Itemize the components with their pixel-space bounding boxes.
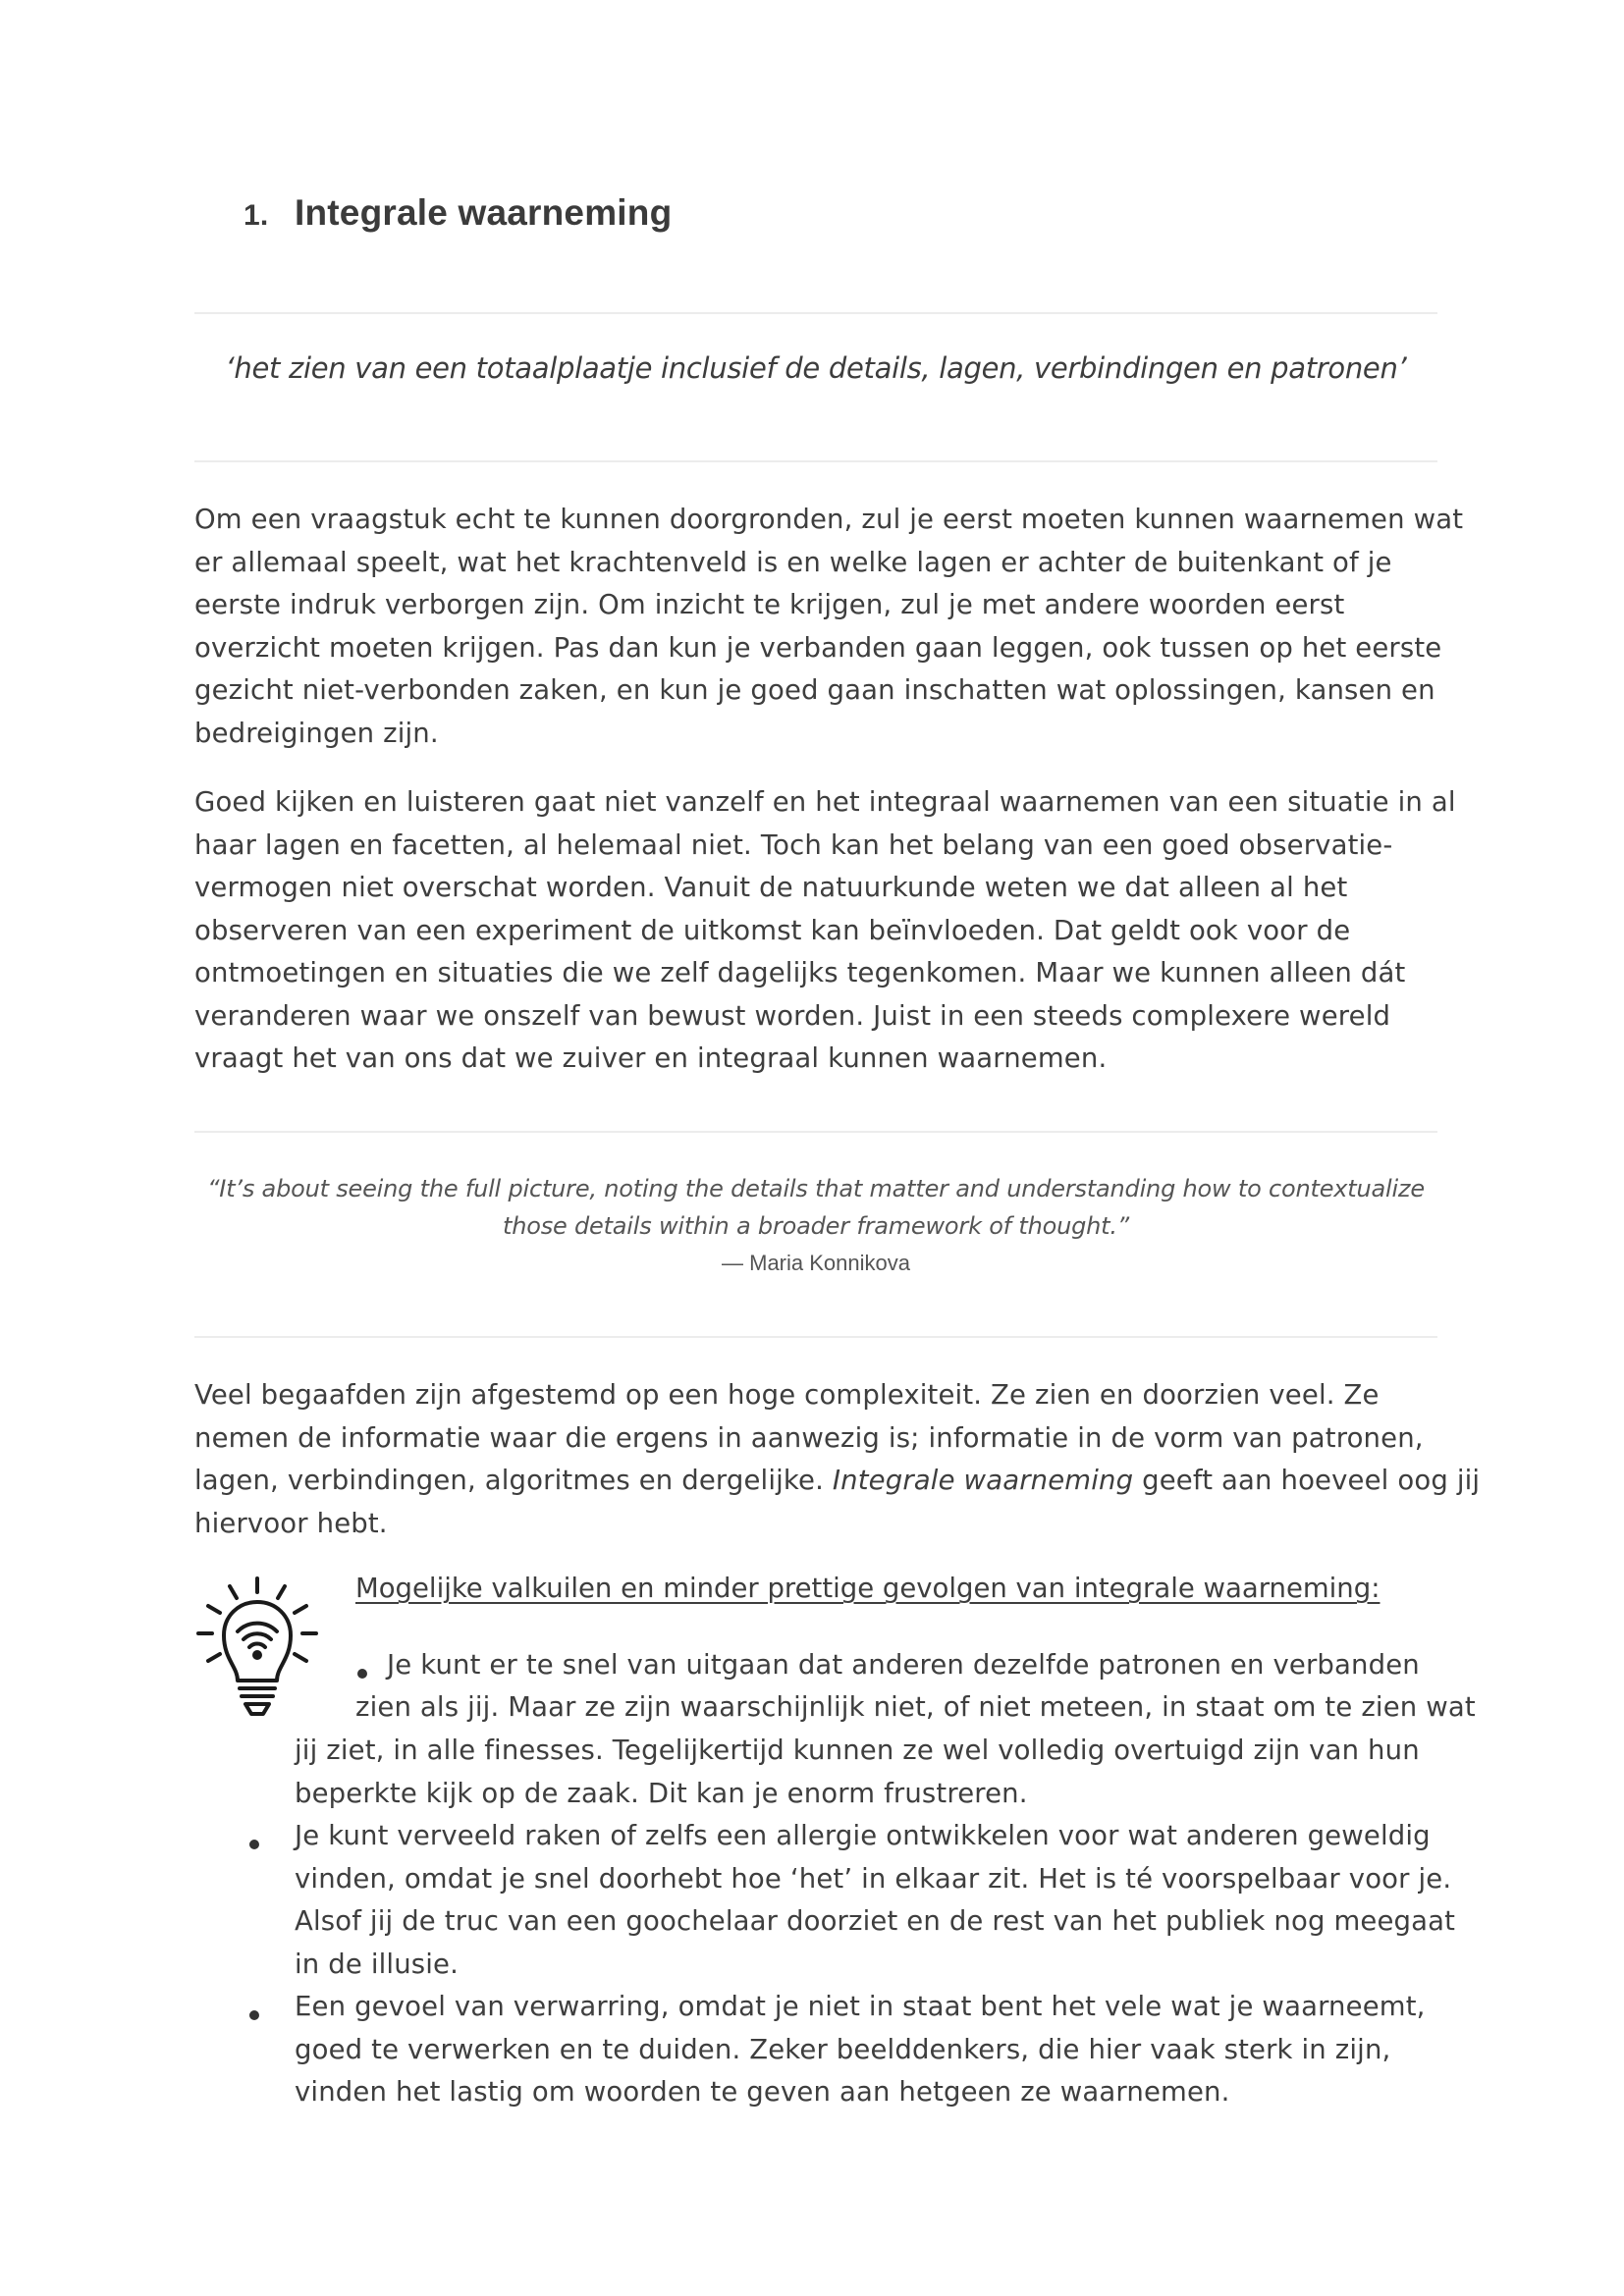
section-number: 1. — [244, 199, 269, 232]
bullet-icon — [357, 1669, 367, 1679]
text-line: goed te verwerken en te duiden. Zeker beelddenkers, die hier vaak sterk in zijn, — [295, 2033, 1391, 2065]
section-heading — [244, 192, 672, 234]
text-line: gezicht niet-verbonden zaken, en kun je goed gaan inschatten wat oplossingen, kansen en — [194, 674, 1435, 706]
text-line: overzicht moeten krijgen. Pas dan kun je verbanden gaan leggen, ook tussen op het eerste — [194, 631, 1442, 664]
text-line: zien als jij. Maar ze zijn waarschijnlijk niet, of niet meteen, in staat om te zien wat — [355, 1691, 1476, 1723]
list-item — [295, 1986, 1426, 2114]
bullet-icon — [249, 1840, 259, 1849]
text-segment: lagen, verbindingen, algoritmes en dergelijke. — [194, 1465, 833, 1496]
text-line: Je kunt verveeld raken of zelfs een allergie ontwikkelen voor wat anderen geweldig — [295, 1820, 1431, 1851]
section-subtitle: ‘het zien van een totaalplaatje inclusief de details, lagen, verbindingen en patronen’ — [225, 351, 1407, 385]
text-line: vraagt het van ons dat we zuiver en integraal kunnen waarnemen. — [194, 1042, 1108, 1074]
text-line: veranderen waar we onszelf van bewust worden. Juist in een steeds complexere wereld — [194, 999, 1391, 1032]
quote-line: those details within a broader framework of thought.” — [502, 1212, 1129, 1240]
text-segment: geeft aan hoeveel oog jij — [1133, 1465, 1481, 1496]
text-line: Veel begaafden zijn afgestemd op een hoge complexiteit. Ze zien en doorzien veel. Ze — [194, 1379, 1380, 1411]
divider-quote-bottom — [194, 1336, 1437, 1338]
text-line: Alsof jij de truc van een goochelaar doorziet en de rest van het publiek nog meegaat — [295, 1905, 1456, 1937]
paragraph-complexity — [194, 1374, 1481, 1545]
section-title: Integrale waarneming — [295, 192, 673, 233]
quote-line: “It’s about seeing the full picture, noting the details that matter and understanding how to contextualize — [207, 1175, 1425, 1202]
text-line: vinden, omdat je snel doorhebt hoe ‘het’ in elkaar zit. Het is té voorspelbaar voor je. — [295, 1862, 1452, 1895]
divider-subtitle-bottom — [194, 460, 1437, 462]
paragraph-intro — [194, 499, 1464, 755]
text-line: vinden het lastig om woorden te geven aan hetgeen ze waarnemen. — [295, 2076, 1230, 2108]
bullet-icon — [249, 2010, 259, 2020]
text-line: jij ziet, in alle finesses. Tegelijkertijd kunnen ze wel volledig overtuigd zijn van hun — [295, 1735, 1420, 1766]
text-line: in de illusie. — [295, 1948, 460, 1980]
list-item-continuation — [295, 1730, 1420, 1815]
text-line: haar lagen en facetten, al helemaal niet. Toch kan het belang van een goed observatie- — [194, 828, 1393, 861]
divider-top — [194, 312, 1437, 314]
divider-quote-top — [194, 1131, 1437, 1133]
text-line: nemen de informatie waar die ergens in aanwezig is; informatie in de vorm van patronen, — [194, 1421, 1424, 1454]
text-line: er allemaal speelt, wat het krachtenveld is en welke lagen er achter de buitenkant of je — [194, 546, 1392, 578]
text-line: beperkte kijk op de zaak. Dit kan je enorm frustreren. — [295, 1777, 1028, 1809]
list-item-continuation — [355, 1686, 1476, 1730]
text-line: ontmoetingen en situaties die we zelf dagelijks tegenkomen. Maar we kunnen alleen dát — [194, 957, 1406, 988]
text-line: vermogen niet overschat worden. Vanuit de natuurkunde weten we dat alleen al het — [194, 872, 1348, 903]
text-line: hiervoor hebt. — [194, 1507, 388, 1539]
text-line: eerste indruk verborgen zijn. Om inzicht te krijgen, zul je met andere woorden eerst — [194, 589, 1345, 620]
paragraph-observation — [194, 781, 1456, 1081]
text-line: observeren van een experiment de uitkomst kan beïnvloeden. Dat geldt ook voor de — [194, 914, 1351, 946]
text-line: Een gevoel van verwarring, omdat je niet in staat bent het vele wat je waarneemt, — [295, 1991, 1426, 2022]
pull-quote — [194, 1170, 1437, 1245]
text-line: Je kunt er te snel van uitgaan dat anderen dezelfde patronen en verbanden — [387, 1649, 1420, 1681]
quote-attribution: — Maria Konnikova — [722, 1251, 910, 1275]
emphasis-term: Integrale waarneming — [832, 1465, 1134, 1496]
list-item — [387, 1644, 1420, 1687]
lightbulb-icon — [194, 1575, 320, 1720]
text-line: Goed kijken en luisteren gaat niet vanzelf en het integraal waarnemen van een situatie in al — [194, 786, 1456, 818]
list-item — [295, 1815, 1455, 1986]
text-line: Om een vraagstuk echt te kunnen doorgronden, zul je eerst moeten kunnen waarnemen wat — [194, 504, 1464, 535]
text-line — [194, 1460, 1481, 1503]
pitfalls-title: Mogelijke valkuilen en minder prettige gevolgen van integrale waarneming: — [355, 1573, 1380, 1604]
text-line: bedreigingen zijn. — [194, 717, 439, 749]
